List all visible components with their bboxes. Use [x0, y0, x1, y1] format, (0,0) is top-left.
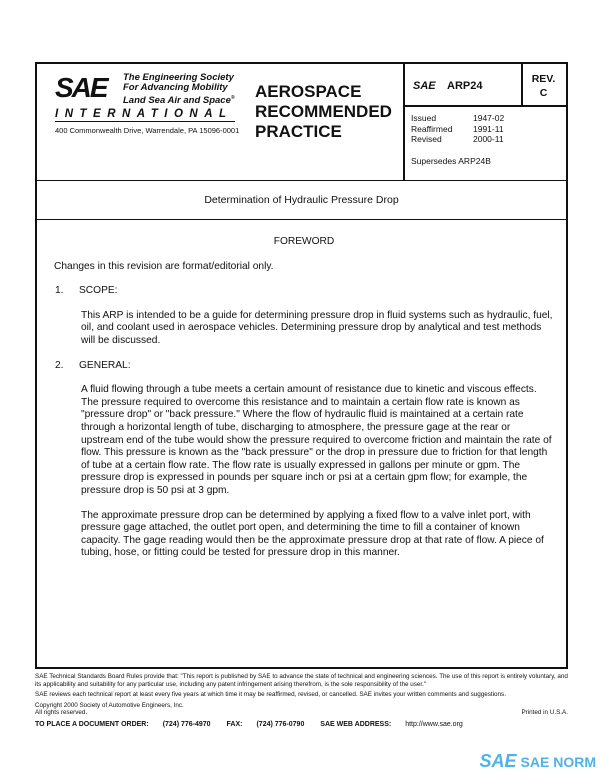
order-info: TO PLACE A DOCUMENT ORDER: (724) 776-4970 FAX: (724) 776-0790 SAE WEB ADDRESS: http://www.sae.org: [35, 720, 463, 728]
sae-norm-watermark: SAE SAE NORM: [479, 751, 596, 771]
rights-row: All rights reserved. Printed in U.S.A.: [35, 709, 568, 717]
revision: REV. C: [531, 73, 556, 99]
document-body: [54, 236, 554, 572]
foreword-heading: FOREWORD: [273, 236, 335, 247]
document-title: Determination of Hydraulic Pressure Drop: [37, 181, 566, 220]
document-frame: [35, 62, 568, 669]
date-list: Issued 1947-02 Reaffirmed 1991-11 Revised 2000-11: [411, 113, 505, 144]
address: 400 Commonwealth Drive, Warrendale, PA 15096-0001: [55, 126, 240, 135]
policy-text: SAE Technical Standards Board Rules provide that: "This report is published by SAE to advance the state of technical and engineering sciences. The use of this report is entirely voluntary, and its applicability and suitability for any particular use, including any patent infringement arising therefrom, is the sole responsibility of the user.": [35, 673, 568, 688]
tagline: The Engineering Society For Advancing Mobility Land Sea Air and Space®: [123, 72, 235, 107]
web-link[interactable]: http://www.sae.org: [405, 720, 463, 728]
divider: [403, 64, 405, 181]
doc-number: ARP24: [447, 80, 483, 92]
sae-logo: SAE The Engineering Society For Advancing Mobility Land Sea Air and Space®: [55, 72, 235, 107]
section-heading: 1. SCOPE:: [55, 285, 118, 297]
section-heading: 2. GENERAL:: [55, 359, 131, 371]
international-label: INTERNATIONAL: [55, 108, 235, 122]
review-text: SAE reviews each technical report at least every five years at which time it may be reaffirmed, revised, or cancelled. SAE invites your written comments and suggestions.: [35, 691, 506, 699]
general-paragraph: A fluid flowing through a tube meets a certain amount of resistance due to kinetic and viscous effects. The pressure required to overcome this resistance and to maintain a certain flow rate is known as "pressure drop" or "back pressure." Where the flow of hydraulic fluid is maintained at a certain rate through a horizontal length of tube, discharging to atmosphere, the pressure gage at the rear or upstream end of the tube would show the pressure required to overcome friction and maintain the rate of flow. This pressure is known as the "back pressure" or the drop in pressure due to friction for that length of tube at a certain flow rate. The flow rate is usually expressed in gallons per minute or gpm. The pressure drop is expressed in pounds per square inch or psi at a certain gpm flow; for example, the pressure drop is 50 psi at 3 gpm.: [81, 384, 552, 496]
sae-mark: SAE: [413, 80, 436, 92]
doc-type: AEROSPACE RECOMMENDED PRACTICE: [255, 82, 392, 141]
scope-text: This ARP is intended to be a guide for determining pressure drop in fluid systems such as hydraulic, fuel, oil, and coolant used in aerospace vehicles. Determining pressure drop by analytical and test methods will be discussed.: [81, 309, 553, 346]
supersedes: Supersedes ARP24B: [411, 156, 491, 166]
general-paragraph: The approximate pressure drop can be determined by applying a fixed flow to a valve inlet port, with pressure gage attached, the outlet port open, and determining the time to fill a container of known capacity. The gage reading would then be the approximate pressure drop at that rate of flow. A piece of tubing, hose, or fitting could be tested for pressure drop in this manner.: [81, 509, 544, 559]
copyright: Copyright 2000 Society of Automotive Engineers, Inc.: [35, 701, 184, 709]
footer: [35, 673, 568, 729]
divider: [403, 105, 566, 107]
foreword-text: Changes in this revision are format/editorial only.: [54, 260, 274, 272]
header: [37, 64, 566, 181]
